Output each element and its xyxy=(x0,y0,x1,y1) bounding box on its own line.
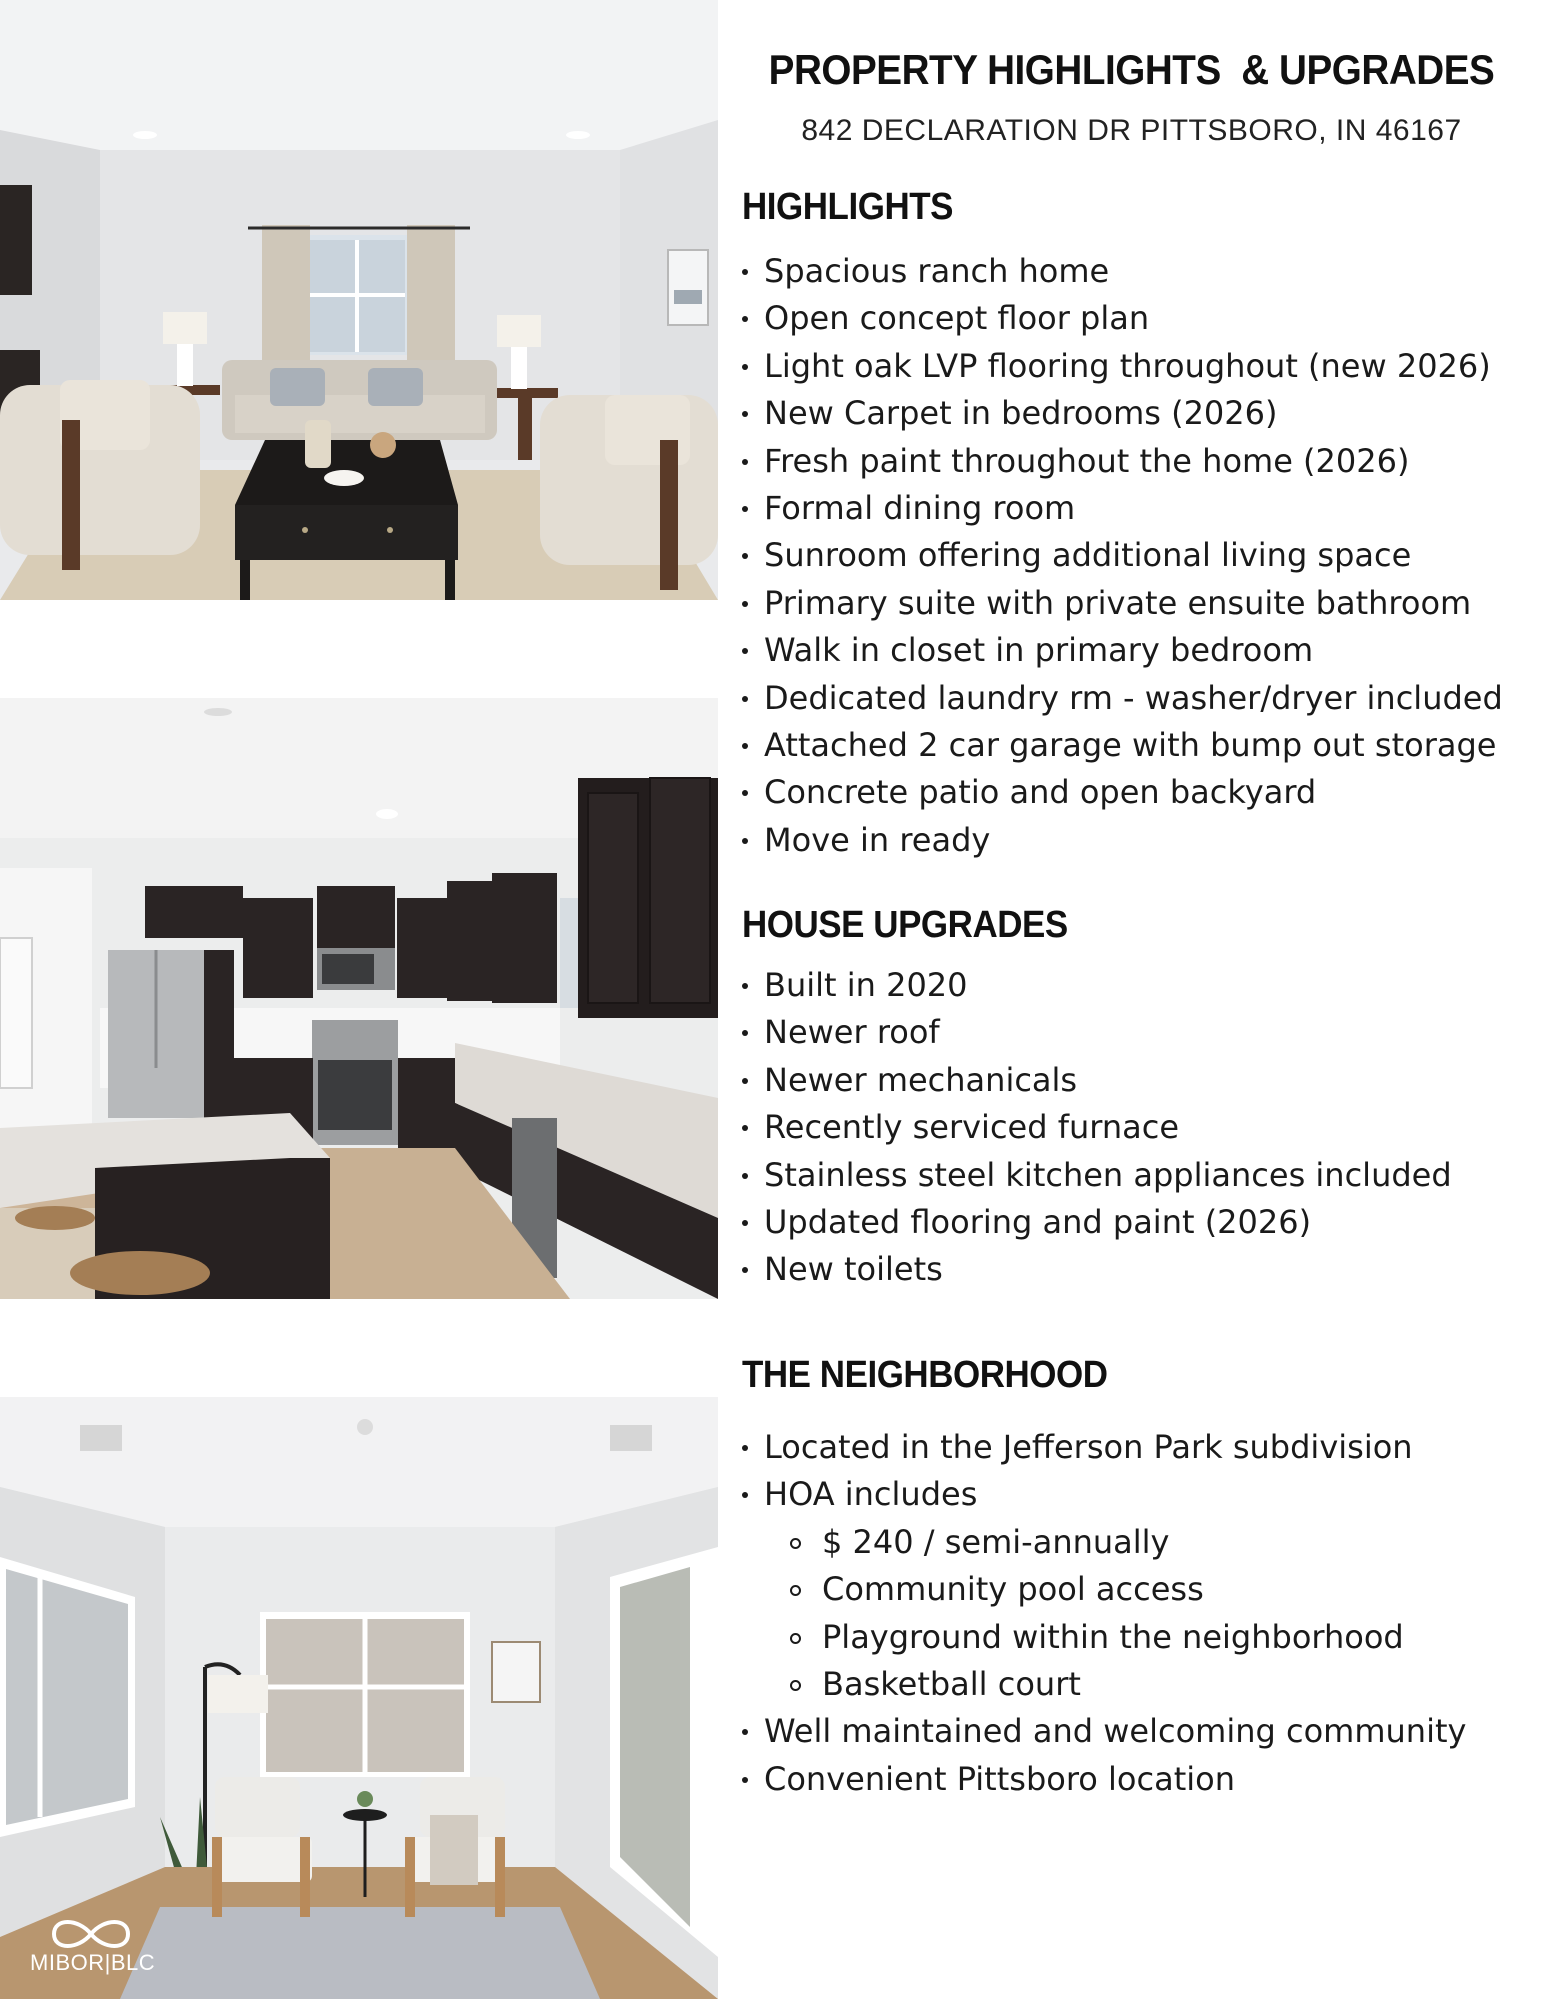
list-item: Built in 2020 xyxy=(742,962,1452,1009)
logo-text: MIBOR|BLC xyxy=(30,1950,156,1975)
list-item: Newer roof xyxy=(742,1009,1452,1056)
sub-list-item: Playground within the neighborhood xyxy=(742,1614,1466,1661)
list-item: Light oak LVP flooring throughout (new 2026) xyxy=(742,343,1503,390)
neighborhood-list xyxy=(742,1424,1466,1803)
list-item: Open concept floor plan xyxy=(742,295,1503,342)
list-item: Recently serviced furnace xyxy=(742,1104,1452,1151)
list-item: New Carpet in bedrooms (2026) xyxy=(742,390,1503,437)
list-item: Dedicated laundry rm - washer/dryer included xyxy=(742,675,1503,722)
list-item: Located in the Jefferson Park subdivision xyxy=(742,1424,1466,1471)
property-address: 842 DECLARATION DR PITTSBORO, IN 46167 xyxy=(801,114,1462,147)
upgrades-heading: HOUSE UPGRADES xyxy=(742,904,1068,946)
page-title: PROPERTY HIGHLIGHTS & UPGRADES xyxy=(768,46,1495,93)
upgrades-list xyxy=(742,962,1452,1294)
sub-list-item: Community pool access xyxy=(742,1566,1466,1613)
list-item: Walk in closet in primary bedroom xyxy=(742,627,1503,674)
living-room-photo xyxy=(0,0,718,600)
list-item: Primary suite with private ensuite bathroom xyxy=(742,580,1503,627)
list-item: HOA includes xyxy=(742,1471,1466,1518)
list-item: Stainless steel kitchen appliances included xyxy=(742,1152,1452,1199)
list-item: Move in ready xyxy=(742,817,1503,864)
list-item: Sunroom offering additional living space xyxy=(742,532,1503,579)
list-item: Concrete patio and open backyard xyxy=(742,769,1503,816)
list-item: Spacious ranch home xyxy=(742,248,1503,295)
list-item: Convenient Pittsboro location xyxy=(742,1756,1466,1803)
kitchen-photo xyxy=(0,698,718,1299)
highlights-list xyxy=(742,248,1503,864)
list-item: Fresh paint throughout the home (2026) xyxy=(742,438,1503,485)
list-item: Newer mechanicals xyxy=(742,1057,1452,1104)
list-item: New toilets xyxy=(742,1246,1452,1293)
list-item: Attached 2 car garage with bump out storage xyxy=(742,722,1503,769)
highlights-heading: HIGHLIGHTS xyxy=(742,186,953,228)
list-item: Updated flooring and paint (2026) xyxy=(742,1199,1452,1246)
sub-list-item: Basketball court xyxy=(742,1661,1466,1708)
list-item: Well maintained and welcoming community xyxy=(742,1708,1466,1755)
sub-list-item: $ 240 / semi-annually xyxy=(742,1519,1466,1566)
list-item: Formal dining room xyxy=(742,485,1503,532)
neighborhood-heading: THE NEIGHBORHOOD xyxy=(742,1354,1108,1396)
